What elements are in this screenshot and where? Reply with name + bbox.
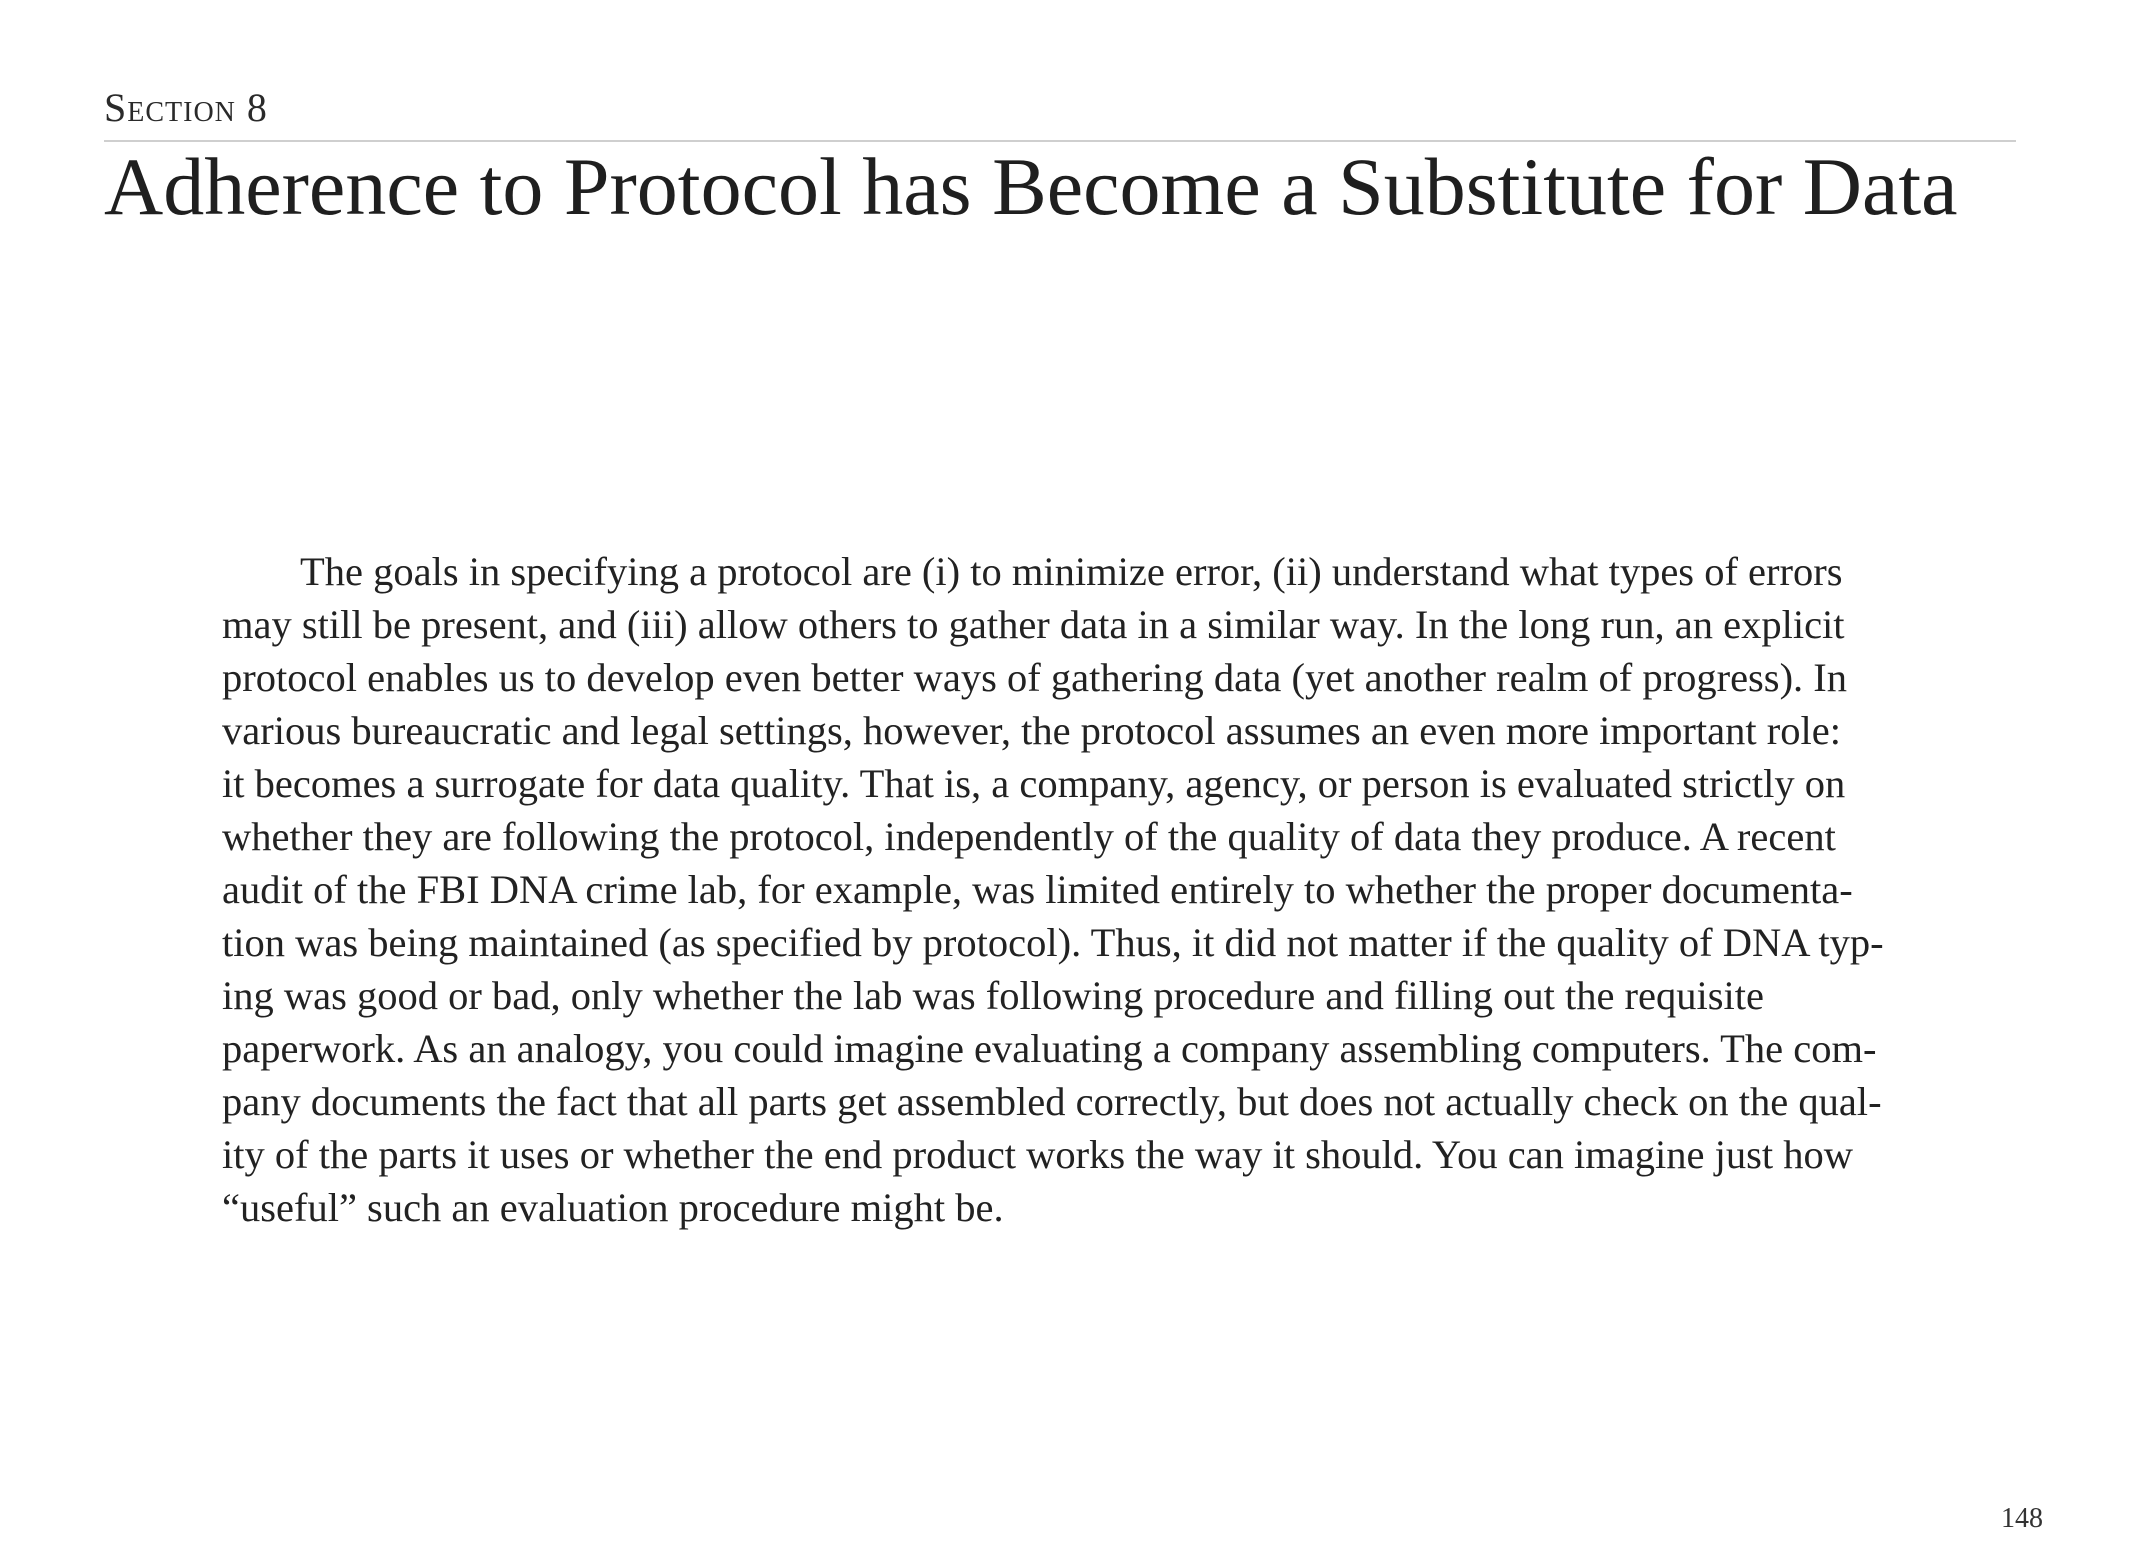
body-line: “useful” such an evaluation procedure might be. — [222, 1185, 1004, 1230]
body-line: The goals in specifying a protocol are (i) to minimize error, (ii) understand what types of errors — [300, 549, 1843, 594]
body-line: ing was good or bad, only whether the lab was following procedure and filling out the requisite — [222, 973, 1765, 1018]
body-line: various bureaucratic and legal settings, however, the protocol assumes an even more important role: — [222, 708, 1841, 753]
body-line: whether they are following the protocol, independently of the quality of data they produce. A recent — [222, 814, 1836, 859]
body-line: may still be present, and (iii) allow others to gather data in a similar way. In the long run, an explicit — [222, 602, 1845, 647]
body-line: paperwork. As an analogy, you could imagine evaluating a company assembling computers. The com- — [222, 1026, 1877, 1071]
section-label: Section 8 — [104, 85, 268, 130]
body-line: audit of the FBI DNA crime lab, for example, was limited entirely to whether the proper documenta- — [222, 867, 1853, 912]
body-line: protocol enables us to develop even better ways of gathering data (yet another realm of progress). In — [222, 655, 1848, 700]
body-line: tion was being maintained (as specified by protocol). Thus, it did not matter if the quality of DNA typ- — [222, 920, 1884, 965]
body-paragraph — [222, 545, 1942, 1234]
page-number: 148 — [2001, 1503, 2043, 1534]
body-line: it becomes a surrogate for data quality. That is, a company, agency, or person is evaluated strictly on — [222, 761, 1846, 806]
section-title: Adherence to Protocol has Become a Substitute for Data — [104, 141, 1958, 232]
body-line: ity of the parts it uses or whether the end product works the way it should. You can imagine just how — [222, 1132, 1853, 1177]
body-line: pany documents the fact that all parts get assembled correctly, but does not actually check on the qual- — [222, 1079, 1882, 1124]
